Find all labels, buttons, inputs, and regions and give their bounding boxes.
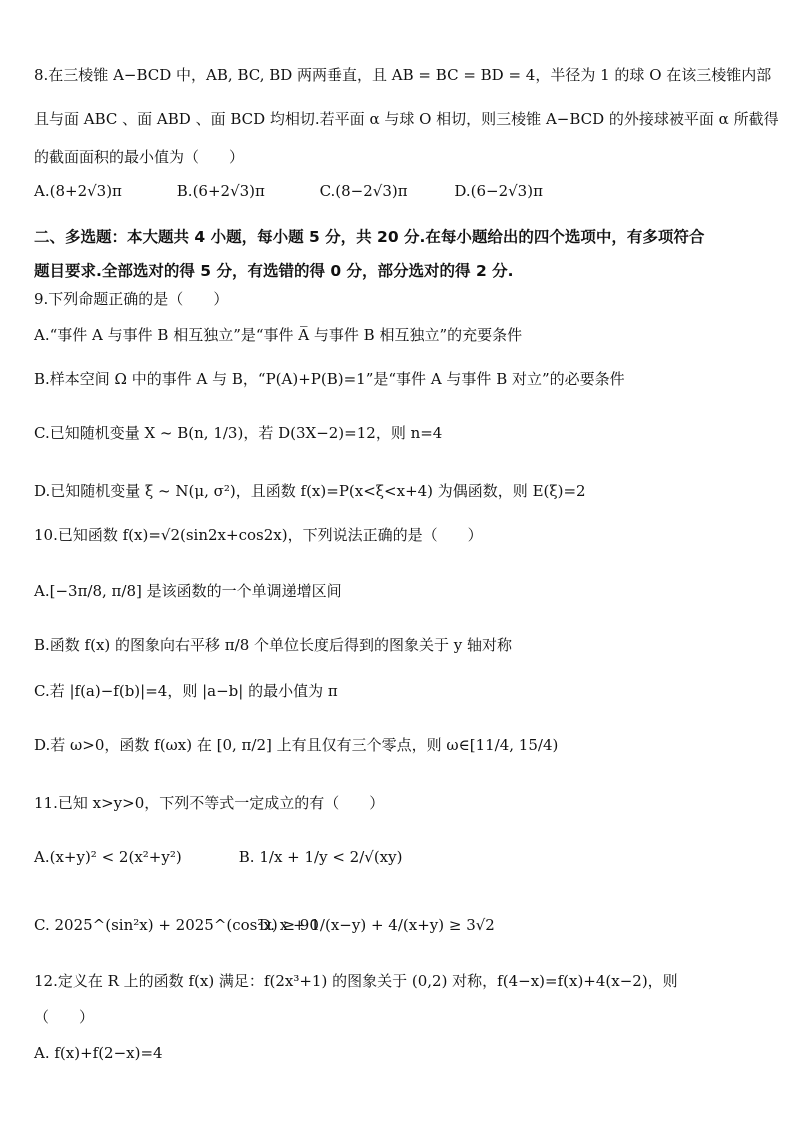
q11-option-a: A.(x+y)² < 2(x²+y²) xyxy=(34,848,182,866)
q9-stem: 9.下列命题正确的是（ ） xyxy=(34,290,229,308)
section2-heading-line1: 二、多选题：本大题共 4 小题，每小题 5 分，共 20 分.在每小题给出的四个选项中，有多项符合 xyxy=(34,228,705,246)
q8-text-line2: 且与面 ABC 、面 ABD 、面 BCD 均相切.若平面 α 与球 O 相切，则三棱锥 A−BCD 的外接球被平面 α 所截得 xyxy=(34,110,779,128)
q8-option-d: D.(6−2√3)π xyxy=(454,182,543,200)
q10-option-a: A.[−3π/8, π/8] 是该函数的一个单调递增区间 xyxy=(34,582,342,600)
q10-option-b: B.函数 f(x) 的图象向右平移 π/8 个单位长度后得到的图象关于 y 轴对称 xyxy=(34,636,513,654)
q8-options xyxy=(34,180,543,202)
q12-option-a: A. f(x)+f(2−x)=4 xyxy=(34,1044,163,1062)
q11-options-row1 xyxy=(34,846,402,868)
section2-heading-line2: 题目要求.全部选对的得 5 分，有选错的得 0 分，部分选对的得 2 分. xyxy=(34,262,514,280)
q11-options-row2 xyxy=(34,914,495,936)
q9-option-d: D.已知随机变量 ξ ~ N(μ, σ²)，且函数 f(x)=P(x<ξ<x+4) 为偶函数，则 E(ξ)=2 xyxy=(34,482,586,500)
q9-option-c: C.已知随机变量 X ~ B(n, 1/3)，若 D(3X−2)=12，则 n=4 xyxy=(34,424,443,442)
q9-option-a: A.“事件 A 与事件 B 相互独立”是“事件 A̅ 与事件 B 相互独立”的充要条件 xyxy=(34,326,523,344)
q10-option-c: C.若 |f(a)−f(b)|=4，则 |a−b| 的最小值为 π xyxy=(34,682,338,700)
q11-option-c: C. 2025^(sin²x) + 2025^(cos²x) ≥ 90 xyxy=(34,916,319,934)
q11-option-d: D. x + 1/(x−y) + 4/(x+y) ≥ 3√2 xyxy=(258,916,495,934)
q8-text-line3: 的截面面积的最小值为（ ） xyxy=(34,148,245,166)
q12-text-line1: 12.定义在 R 上的函数 f(x) 满足：f(2x³+1) 的图象关于 (0,2) 对称，f(4−x)=f(x)+4(x−2)，则 xyxy=(34,972,678,990)
q8-text-line1: 8.在三棱锥 A−BCD 中，AB, BC, BD 两两垂直，且 AB = BC = BD = 4，半径为 1 的球 O 在该三棱锥内部 xyxy=(34,66,772,84)
q9-option-b: B.样本空间 Ω 中的事件 A 与 B，“P(A)+P(B)=1”是“事件 A 与事件 B 对立”的必要条件 xyxy=(34,370,625,388)
q8-option-c: C.(8−2√3)π xyxy=(319,182,408,200)
q12-text-line2: （ ） xyxy=(34,1008,95,1026)
q10-option-d: D.若 ω>0，函数 f(ωx) 在 [0, π/2] 上有且仅有三个零点，则 ω∈[11/4, 15/4) xyxy=(34,736,559,754)
q11-option-b: B. 1/x + 1/y < 2/√(xy) xyxy=(238,848,403,866)
q8-option-b: B.(6+2√3)π xyxy=(176,182,265,200)
q10-stem: 10.已知函数 f(x)=√2(sin2x+cos2x)，下列说法正确的是（ ） xyxy=(34,526,483,544)
q8-option-a: A.(8+2√3)π xyxy=(34,182,122,200)
q11-stem: 11.已知 x>y>0，下列不等式一定成立的有（ ） xyxy=(34,794,385,812)
